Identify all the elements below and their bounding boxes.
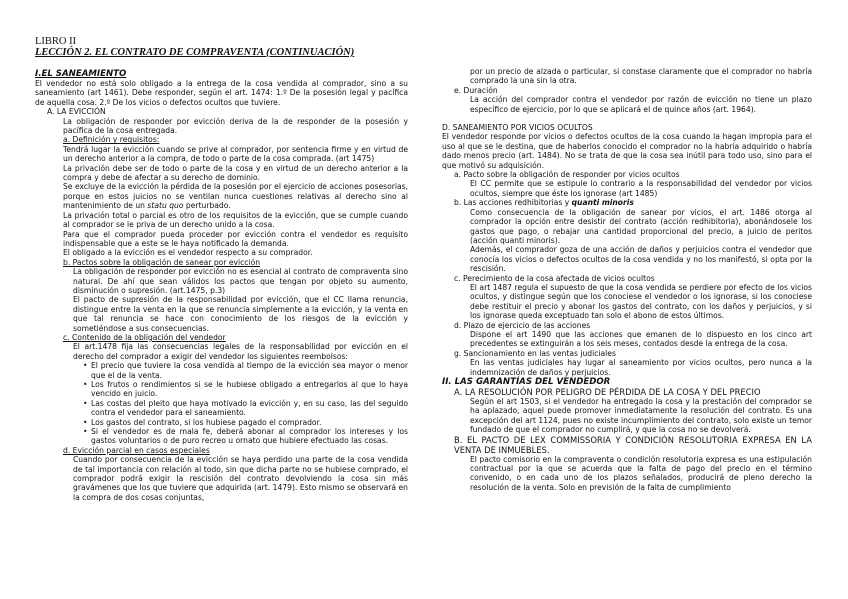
- redhibitory-heading: [442, 198, 812, 207]
- redhibitory-p2: Además, el comprador goza de una acción de daños y perjuicios contra el vendedor que conocía los vicios o defectos ocultos de la cosa vendida y no los manifestó, si opta por la rescisión.: [470, 245, 812, 274]
- definition-p1: Tendrá lugar la evicción cuando se prive al comprador, por sentencia firme y en virtud de un derecho anterior a la compra, de todo o parte de la cosa comprada. (art 1475): [63, 144, 408, 164]
- perishing-heading: c. Perecimiento de la cosa afectada de vicios ocultos: [454, 273, 655, 283]
- eviction-text: La obligación de responder por evicción deriva de la de responder de la posesión y pacífica de la cosa entregada.: [63, 116, 408, 136]
- content-heading: c. Contenido de la obligación del vendedor: [63, 332, 226, 342]
- book-label: LIBRO II: [35, 36, 77, 47]
- resolution-text: Según el art 1503, si el vendedor ha entregado la cosa y la prestación del comprador se ha aplazado, aquel puede promover inmediatamente la resolución del contrato. Es una excepción del art 1124, pues no existe incumplimiento del contrato, solo existe un temor fundado de que el comprador no cumplirá, y que la cosa no se devolverá.: [470, 397, 812, 435]
- defects-pact-text: El CC permite que se estipule lo contrario a la responsabilidad del vendedor por vicios ocultos, siempre que éste los ignorase (art 1485): [470, 179, 812, 198]
- definition-p3-pre: Se excluye de la evicción la pérdida de la posesión por el ejercicio de acciones posesorias, porque en estos juicios no se ventilan nunca cuestiones relativas al derecho sino al mantenimiento de un: [63, 182, 408, 211]
- pacts-heading: b. Pactos sobre la obligación de sanear por evicción: [63, 257, 261, 267]
- judicial-sales-heading: g. Sancionamiento en las ventas judiciales: [454, 348, 616, 358]
- right-column: [442, 67, 812, 492]
- partial-eviction-p1: Cuando por consecuencia de la evicción se haya perdido una parte de la cosa vendida de tal importancia con relación al todo, sin que dicha parte no se hubiese comprado, el comprador podrá exigir la rescisión del contrato devolviendo la cosa sin más gravámenes que los que tuviere que adquirida (art. 1479). Esto mismo se observará en la compra de dos cosas conjuntas,: [73, 455, 408, 502]
- list-item: • Si el vendedor es de mala fe, deberá abonar al comprador los intereses y los gastos voluntarios o de puro recreo u ornato que hubiere efectuado las cosas.: [91, 427, 408, 446]
- spacer: [442, 114, 812, 123]
- defects-pact-heading: a. Pacto sobre la obligación de responder por vicios ocultos: [454, 170, 680, 180]
- perishing-text: El art 1487 regula el supuesto de que la cosa vendida se perdiere por efecto de los vicios ocultos, y distingue según que los conociese el vendedor o los ignorase, si los conociese debe restituir el precio y abonar los gastos del contrato, con los daños y perjuicios, y si los ignorase queda exceptuado tan solo el abono de estos últimos.: [470, 282, 812, 321]
- partial-eviction-heading: d. Evicción parcial en casos especiales: [63, 445, 210, 455]
- intro-paragraph: El vendedor no está solo obligado a la entrega de la cosa vendida al comprador, sino a su saneamiento (art 1461). Debe responder, según el art. 1474: 1.º De la posesión legal y pacífica de aquella cosa. 2.º De los vicios o defectos ocultos que tuviere.: [35, 79, 408, 107]
- hidden-defects-text: El vendedor responde por vicios o defectos ocultos de la cosa cuando la hagan impropia para el uso al que se le destina, que de haberlos conocido el comprador no la habría adquirido o habría dado menos precio (art. 1484). No se trata de que la cosa sea inútil para todo uso, sino para el que motivó su adquisición.: [442, 132, 812, 170]
- deadline-text: Dispone el art 1490 que las acciones que emanen de lo dispuesto en los cinco art precedentes se extinguirán a los seis meses, contados desde la entrega de la cosa.: [470, 329, 812, 349]
- duration-heading: e. Duración: [454, 85, 498, 95]
- continuation-text: por un precio de alzada o particular, si constase claramente que el comprador no habría comprado la una sin la otra.: [470, 67, 812, 86]
- reimbursement-list: [35, 361, 408, 446]
- section-2-title: II. LAS GARANTÍAS DEL VENDEDOR: [442, 377, 611, 387]
- definition-p3: [35, 182, 408, 210]
- list-item: • Los frutos o rendimientos si se le hubiese obligado a entregarlos al que lo haya vencido en juicio.: [91, 380, 408, 399]
- definition-p2: La privación debe ser de todo o parte de la cosa y en virtud de un derecho anterior a la compra y debe de afectar a su derecho de dominio.: [63, 163, 408, 183]
- list-item: • Las costas del pleito que haya motivado la evicción y, en su caso, las del seguido contra el vendedor para el saneamiento.: [91, 399, 408, 418]
- definition-heading: a. Definición y requisitos:: [63, 135, 160, 145]
- pacts-p2: El pacto de supresión de la responsabilidad por evicción, que el CC llama renuncia, distingue entre la venta en la que se renuncia simplemente a la evicción, y la venta en que tal renuncia se hace con conocimiento de los riesgos de la evicción y sometiéndose a sus consecuencias.: [73, 295, 408, 333]
- redhibitory-heading-pre: b. Las acciones redhibitorias y: [454, 198, 572, 208]
- list-item: • El precio que tuviere la cosa vendida al tiempo de la evicción sea mayor o menor que el de la venta.: [91, 361, 408, 380]
- duration-text: La acción del comprador contra el vendedor por razón de evicción no tiene un plazo específico de ejercicio, por lo que se aplicará el de quince años (art. 1964).: [470, 95, 812, 114]
- redhibitory-p1: Como consecuencia de la obligación de sanear por vicios, el art. 1486 otorga al comprador la opción entre desistir del contrato (acción redhibitoria), abonándosele los gastos que pago, o rebajar una cantidad proporcional del precio, a juicio de peritos (acción quanti minoris).: [470, 207, 812, 245]
- content-p1: El art.1478 fija las consecuencias legales de la responsabilidad por evicción en el derecho del comprador a exigir del vendedor los siguientes reembolsos:: [73, 342, 408, 361]
- eviction-heading: A. LA EVICCIÓN: [47, 107, 106, 117]
- hidden-defects-heading: D. SANEAMIENTO POR VICIOS OCULTOS: [442, 123, 593, 133]
- definition-p4: La privación total o parcial es otro de los requisitos de la evicción, que se cumple cuando al comprador se le priva de un derecho unido a la cosa.: [63, 210, 408, 230]
- definition-p3-post: perturbado.: [183, 201, 231, 211]
- lesson-title: LECCIÓN 2. EL CONTRATO DE COMPRAVENTA (CONTINUACIÓN): [35, 47, 355, 58]
- redhibitory-heading-bold: quanti minoris: [571, 198, 634, 208]
- resolution-heading: A. LA RESOLUCIÓN POR PELIGRO DE PÉRDIDA DE LA COSA Y DEL PRECIO: [454, 387, 761, 397]
- left-column: [35, 69, 408, 502]
- deadline-heading: d. Plazo de ejercicio de las acciones: [454, 320, 591, 330]
- lex-commissoria-heading: B. EL PACTO DE LEX COMMISSORIA Y CONDICIÓN RESOLUTORIA EXPRESA EN LA VENTA DE INMUEBLES.: [454, 434, 812, 455]
- judicial-sales-text: En las ventas judiciales hay lugar al saneamiento por vicios ocultos, pero nunca a la indemnización de daños y perjuicios.: [470, 358, 812, 377]
- definition-p5: Para que el comprador pueda proceder por evicción contra el vendedor es requisito indispensable que a este se le haya notificado la demanda.: [63, 229, 408, 248]
- pacts-p1: La obligación de responder por evicción no es esencial al contrato de compraventa sino natural. De ahí que sean válidos los pactos que tengan por objeto su aumento, disminución o supresión. (art.1475, p.3): [73, 267, 408, 295]
- definition-p6: El obligado a la evicción es el vendedor respecto a su comprador.: [63, 248, 313, 258]
- list-item: • Los gastos del contrato, si los hubiese pagado el comprador.: [91, 418, 408, 427]
- section-1-title: I.EL SANEAMIENTO: [35, 69, 127, 79]
- lex-commissoria-text: El pacto comisorio en la compraventa o condición resolutoria expresa es una estipulación contractual por la que se acuerda que la falta de pago del precio en el término convenido, o en cada uno de los plazos señalados, producirá de pleno derecho la resolución de la venta. Solo en previsión de la falta de cumplimiento: [470, 454, 812, 492]
- definition-p3-italic: statu quo: [147, 201, 184, 211]
